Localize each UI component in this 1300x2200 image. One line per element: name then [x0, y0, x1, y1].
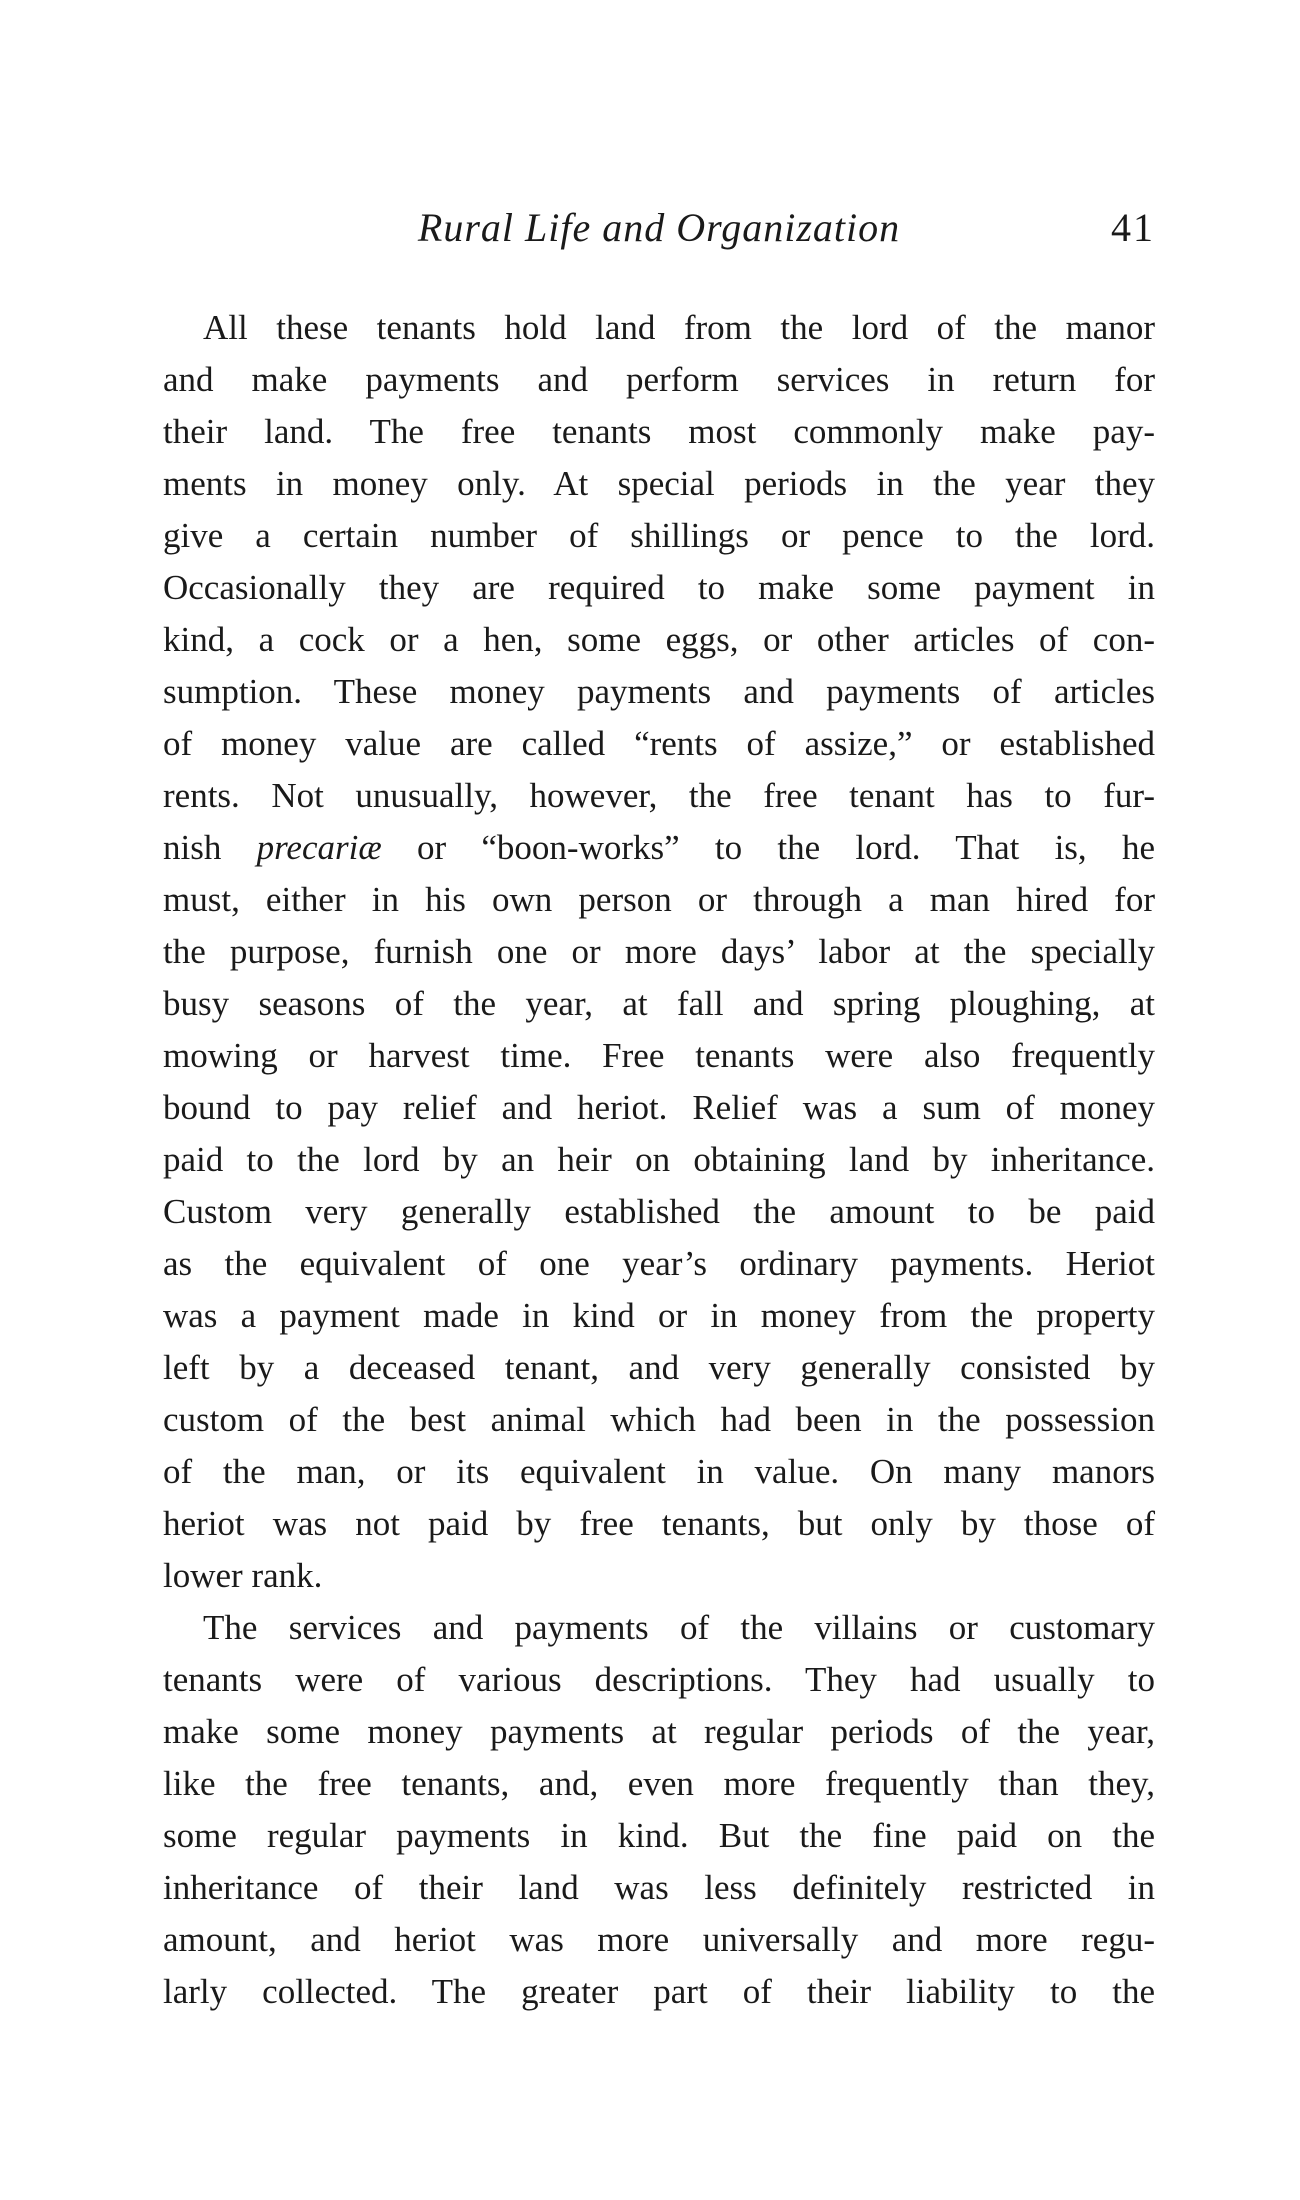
paragraph-1-line: paid to the lord by an heir on obtaining land by inheritance. — [163, 1140, 1155, 1179]
paragraph-1-line: lower rank. — [163, 1556, 323, 1595]
paragraph-2-line: tenants were of various descriptions. They had usually to — [163, 1660, 1155, 1699]
body-text — [163, 302, 1155, 2018]
paragraph-1-line: of the man, or its equivalent in value. On many manors — [163, 1452, 1155, 1491]
paragraph-1-line: as the equivalent of one year’s ordinary payments. Heriot — [163, 1244, 1155, 1283]
paragraph-1-line: custom of the best animal which had been in the possession — [163, 1400, 1155, 1439]
paragraph-2-line: larly collected. The greater part of their liability to the — [163, 1972, 1155, 2011]
paragraph-1-line: of money value are called “rents of assize,” or established — [163, 724, 1155, 763]
paragraph-1-line: heriot was not paid by free tenants, but only by those of — [163, 1504, 1155, 1543]
paragraph-1-line: busy seasons of the year, at fall and spring ploughing, at — [163, 984, 1155, 1023]
paragraph-1-line: sumption. These money payments and payments of articles — [163, 672, 1155, 711]
paragraph-1-line: Custom very generally established the amount to be paid — [163, 1192, 1155, 1231]
paragraph-1-line: their land. The free tenants most commonly make pay- — [163, 412, 1155, 451]
paragraph-1-line: rents. Not unusually, however, the free tenant has to fur- — [163, 776, 1155, 815]
paragraph-2-line: some regular payments in kind. But the fine paid on the — [163, 1816, 1155, 1855]
paragraph-2-line: like the free tenants, and, even more frequently than they, — [163, 1764, 1155, 1803]
paragraph-1-line: ments in money only. At special periods in the year they — [163, 464, 1155, 503]
italic-term: precariæ — [256, 828, 382, 867]
paragraph-1-line-italic: nish precariæ or “boon-works” to the lord. That is, he — [163, 828, 1155, 867]
paragraph-1-line: Occasionally they are required to make some payment in — [163, 568, 1155, 607]
running-title: Rural Life and Organization — [417, 205, 901, 250]
paragraph-2-line: amount, and heriot was more universally and more regu- — [163, 1920, 1155, 1959]
paragraph-1-line: left by a deceased tenant, and very generally consisted by — [163, 1348, 1155, 1387]
paragraph-1-line: bound to pay relief and heriot. Relief was a sum of money — [163, 1088, 1155, 1127]
paragraph-1-line: kind, a cock or a hen, some eggs, or other articles of con- — [163, 620, 1155, 659]
paragraph-2-line: make some money payments at regular periods of the year, — [163, 1712, 1155, 1751]
paragraph-1-line: must, either in his own person or through a man hired for — [163, 880, 1155, 919]
paragraph-1-line: give a certain number of shillings or pence to the lord. — [163, 516, 1155, 555]
running-head — [163, 204, 1155, 264]
page-number: 41 — [1111, 205, 1155, 250]
paragraph-1-line: and make payments and perform services in return for — [163, 360, 1155, 399]
paragraph-1-line: the purpose, furnish one or more days’ labor at the specially — [163, 932, 1155, 971]
paragraph-1-line: was a payment made in kind or in money from the property — [163, 1296, 1155, 1335]
paragraph-2-line: inheritance of their land was less definitely restricted in — [163, 1868, 1155, 1907]
paragraph-1-line: All these tenants hold land from the lord of the manor — [203, 308, 1155, 347]
paragraph-2-line: The services and payments of the villains or customary — [203, 1608, 1155, 1647]
paragraph-1-line: mowing or harvest time. Free tenants were also frequently — [163, 1036, 1155, 1075]
